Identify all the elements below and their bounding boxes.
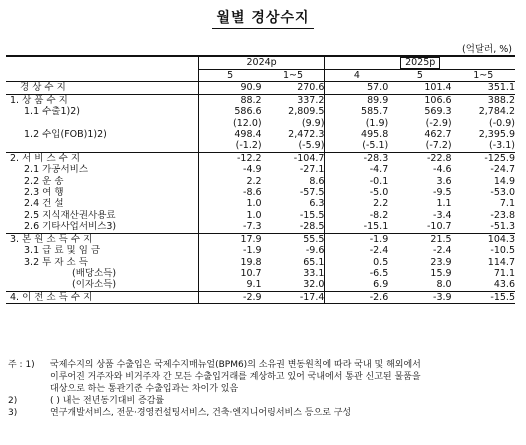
table-cell: (-7.2) xyxy=(425,140,452,152)
table-row xyxy=(6,210,515,221)
table-cell: 388.2 xyxy=(452,94,515,106)
table-row xyxy=(6,221,515,233)
table-row xyxy=(6,279,515,291)
table-cell: -24.7 xyxy=(490,164,515,176)
table-cell: -10.7 xyxy=(426,221,452,233)
table-cell: -1.9 xyxy=(325,233,388,245)
table-cell: -53.0 xyxy=(490,187,515,199)
table-cell: -3.9 xyxy=(388,291,451,303)
table-cell: 106.6 xyxy=(388,94,451,106)
table-cell: 101.4 xyxy=(388,82,451,94)
table-cell: -1.9 xyxy=(198,245,261,256)
col-header: 1~5 xyxy=(452,70,515,82)
table-cell: 2,784.2 xyxy=(478,106,515,118)
table-cell: -15.1 xyxy=(325,221,388,233)
table-row xyxy=(6,106,515,117)
table-row xyxy=(6,245,515,256)
row-label: 2.5 지식재산권사용료 xyxy=(24,209,116,221)
row-label: 2.4 건 설 xyxy=(24,198,64,210)
table-cell: 2.2 xyxy=(198,176,261,187)
table-cell: 8.6 xyxy=(309,175,325,187)
table-cell: -4.6 xyxy=(433,164,452,176)
table-cell: 569.3 xyxy=(424,106,452,118)
table-cell: 90.9 xyxy=(198,82,261,94)
table-cell: -5.0 xyxy=(325,187,388,198)
table-cell: 10.7 xyxy=(198,268,261,279)
footnote-text: 대상으로 하는 통관기준 수출입과는 차이가 있음 xyxy=(50,384,239,394)
table-cell: 498.4 xyxy=(198,129,261,140)
table-cell: -9.6 xyxy=(305,245,325,257)
table-cell: 6.9 xyxy=(325,279,388,291)
table-cell: (-0.9) xyxy=(489,117,515,129)
row-label: 2.3 여 행 xyxy=(24,187,64,199)
table-cell: -17.4 xyxy=(262,291,325,303)
table-cell: (9.9) xyxy=(301,117,325,129)
table-row xyxy=(6,129,515,140)
row-label xyxy=(6,118,198,129)
table-row xyxy=(6,291,515,303)
table-cell: -27.1 xyxy=(299,164,325,176)
table-cell: -57.5 xyxy=(299,187,325,199)
table-cell: 88.2 xyxy=(198,94,261,106)
footnote-text: ( ) 내는 전년동기대비 증감률 xyxy=(50,396,165,406)
table-row xyxy=(6,233,515,245)
table-cell: -28.5 xyxy=(299,221,325,233)
col-header: 1~5 xyxy=(262,70,325,82)
table-cell: 495.8 xyxy=(325,129,388,140)
table-row xyxy=(6,118,515,129)
table-cell: -8.6 xyxy=(198,187,261,198)
table-cell: -10.5 xyxy=(490,245,515,257)
table-cell: 71.1 xyxy=(493,267,515,279)
unit-label: (억달러, %) xyxy=(461,44,512,55)
row-label: 2. 서 비 스 수 지 xyxy=(6,152,198,164)
table-cell: (-1.2) xyxy=(198,140,261,152)
table-cell: -4.9 xyxy=(198,164,261,175)
table-cell: 585.7 xyxy=(325,106,388,117)
table-cell: 2.2 xyxy=(325,198,388,209)
table-cell: (-5.9) xyxy=(298,140,325,152)
table-cell: (-2.9) xyxy=(425,117,452,129)
table-cell: (-3.1) xyxy=(489,140,515,152)
table-cell: 462.7 xyxy=(424,129,452,141)
footnote xyxy=(6,371,520,383)
row-label: 3.2 투 자 소 득 xyxy=(24,256,88,268)
footnote-mark: 2) xyxy=(8,396,18,406)
table-cell: -9.5 xyxy=(433,187,452,199)
table-cell: 6.3 xyxy=(309,198,325,210)
table-cell: 17.9 xyxy=(198,233,261,245)
table-cell: -12.2 xyxy=(198,152,261,164)
row-label: 2.6 기타사업서비스3) xyxy=(24,221,117,233)
table-cell: 114.7 xyxy=(487,256,515,268)
table-cell: 33.1 xyxy=(303,267,325,279)
table-cell: -22.8 xyxy=(388,152,451,164)
table-cell: -2.4 xyxy=(325,245,388,256)
table-cell: 55.5 xyxy=(262,233,325,245)
table-cell: -51.3 xyxy=(490,221,515,233)
footnote xyxy=(6,395,520,407)
table-cell: (12.0) xyxy=(198,118,261,129)
footnotes xyxy=(6,359,520,419)
footnote-text: 이루어진 거주자와 비거주자 간 모든 수출입거래를 계상하고 있어 국내에서 통관 신고된 물품을 xyxy=(50,372,421,382)
table-cell: -4.7 xyxy=(325,164,388,175)
table-cell: 9.1 xyxy=(198,279,261,291)
table-cell: -28.3 xyxy=(325,152,388,164)
table-row xyxy=(6,187,515,198)
table-cell: (-5.1) xyxy=(325,140,388,152)
table-cell: 8.0 xyxy=(436,279,452,291)
table-cell: 65.1 xyxy=(303,256,325,268)
table-cell: 104.3 xyxy=(452,233,515,245)
year-header-2025: 2025p xyxy=(325,56,515,70)
table-cell: 3.6 xyxy=(436,175,452,187)
table-cell: -2.4 xyxy=(433,245,452,257)
table-cell: 19.8 xyxy=(198,257,261,268)
table-cell: 2,809.5 xyxy=(288,106,325,118)
table-cell: 0.5 xyxy=(325,257,388,268)
col-header: 5 xyxy=(198,70,261,82)
current-account-table xyxy=(6,55,515,304)
table-cell: (1.9) xyxy=(325,118,388,129)
table-cell: 337.2 xyxy=(262,94,325,106)
table-row xyxy=(6,82,515,94)
table-cell: 1.0 xyxy=(198,210,261,221)
table-cell: 32.0 xyxy=(303,279,325,291)
row-label: 경 상 수 지 xyxy=(6,82,198,94)
footnote-mark xyxy=(6,371,50,383)
footnote-mark: 3) xyxy=(8,408,18,418)
footnote xyxy=(6,359,520,371)
year-header-2024: 2024p xyxy=(198,56,325,70)
row-label: (배당소득) xyxy=(72,267,117,279)
table-row xyxy=(6,164,515,175)
table-cell: 2,395.9 xyxy=(478,129,515,141)
table-row xyxy=(6,140,515,152)
row-label: 2.2 운 송 xyxy=(24,175,64,187)
row-label: 1.1 수출1)2) xyxy=(24,106,80,118)
table-cell: 1.0 xyxy=(198,198,261,209)
table-row xyxy=(6,268,515,279)
table-cell: 7.1 xyxy=(499,198,515,210)
table-cell: 14.9 xyxy=(493,175,515,187)
table-cell: -15.5 xyxy=(299,209,325,221)
col-header: 5 xyxy=(388,70,451,82)
footnote xyxy=(6,407,520,419)
table-cell: -2.9 xyxy=(198,291,261,303)
table-row xyxy=(6,257,515,268)
row-label: 4. 이 전 소 득 수 지 xyxy=(6,291,198,303)
table-cell: -3.4 xyxy=(433,209,452,221)
table-cell: 270.6 xyxy=(262,82,325,94)
footnote xyxy=(6,383,520,395)
table-row xyxy=(6,198,515,209)
row-label: 3. 본 원 소 득 수 지 xyxy=(6,233,198,245)
table-cell: 23.9 xyxy=(430,256,452,268)
row-label: 1. 상 품 수 지 xyxy=(6,94,198,106)
table-cell: -7.3 xyxy=(198,221,261,233)
table-cell: -23.8 xyxy=(490,209,515,221)
row-label xyxy=(6,140,198,152)
page-title: 월별 경상수지 xyxy=(0,7,526,29)
footnote-mark xyxy=(6,383,50,395)
table-cell: 1.1 xyxy=(436,198,452,210)
col-header: 4 xyxy=(325,70,388,82)
table-cell: 43.6 xyxy=(493,279,515,291)
table-cell: -15.5 xyxy=(452,291,515,303)
table-cell: -0.1 xyxy=(325,176,388,187)
row-label: 3.1 급 료 및 임 금 xyxy=(24,245,101,257)
table-cell: -125.9 xyxy=(452,152,515,164)
table-cell: -6.5 xyxy=(325,268,388,279)
row-label: 2.1 가공서비스 xyxy=(24,164,89,176)
row-label: 1.2 수입(FOB)1)2) xyxy=(24,129,107,141)
table-row xyxy=(6,176,515,187)
table-cell: 586.6 xyxy=(198,106,261,117)
table-cell: 351.1 xyxy=(452,82,515,94)
footnote-text: 국제수지의 상품 수출입은 국제수지매뉴얼(BPM6)의 소유권 변동원칙에 따라 국내 및 해외에서 xyxy=(50,360,421,370)
table-cell: 57.0 xyxy=(325,82,388,94)
table-row xyxy=(6,94,515,106)
row-label: (이자소득) xyxy=(72,279,117,291)
table-cell: -104.7 xyxy=(262,152,325,164)
table-cell: -8.2 xyxy=(325,210,388,221)
footnote-text: 연구개발서비스, 전문·경영컨설팅서비스, 건축·엔지니어링서비스 등으로 구성 xyxy=(50,408,352,418)
table-row xyxy=(6,152,515,164)
table-cell: 15.9 xyxy=(430,267,452,279)
table-cell: 89.9 xyxy=(325,94,388,106)
table-cell: 21.5 xyxy=(388,233,451,245)
table-cell: -2.6 xyxy=(325,291,388,303)
footnote-mark: 주 : 1) xyxy=(8,360,35,370)
table-cell: 2,472.3 xyxy=(288,129,325,141)
